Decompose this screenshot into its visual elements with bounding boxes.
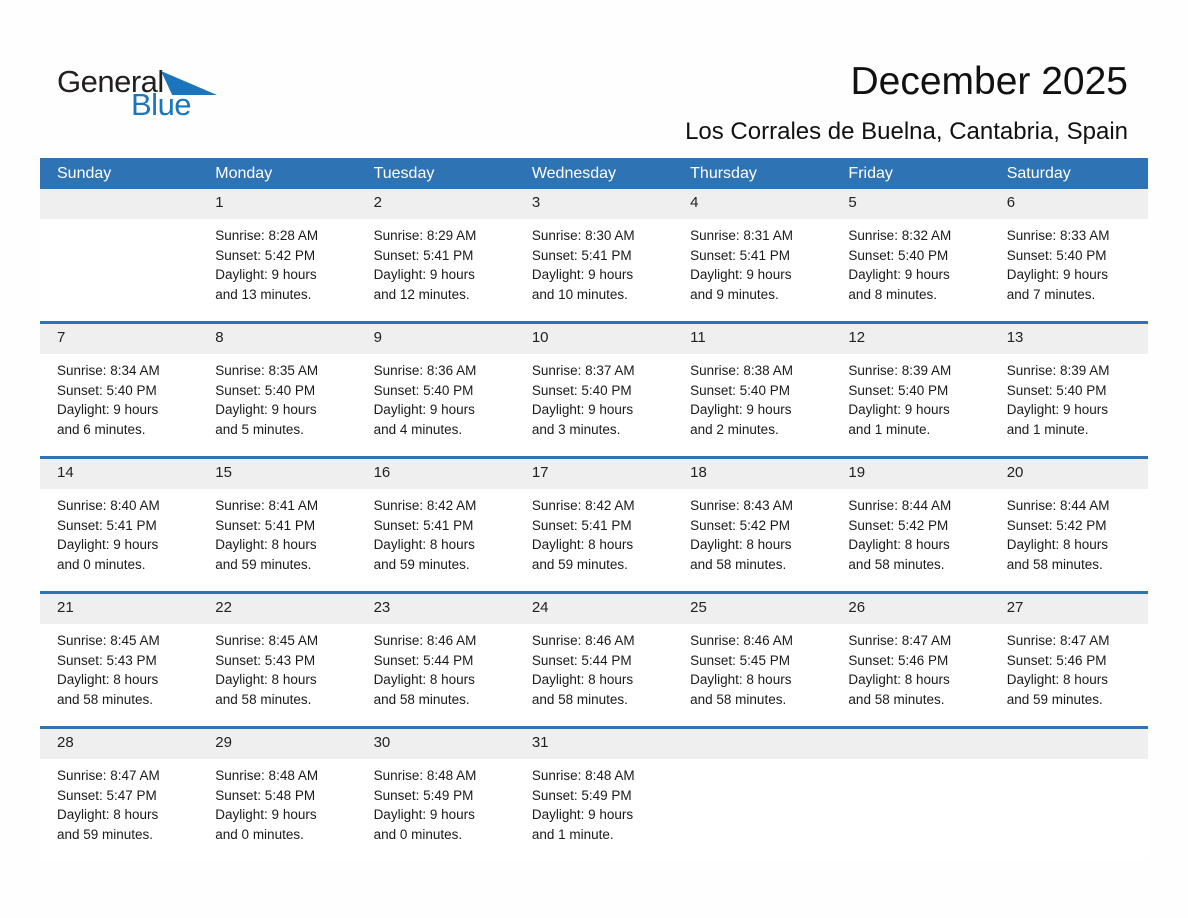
- day-cell: [515, 594, 673, 726]
- day-number-band: [831, 324, 989, 354]
- detail-line: Sunrise: 8:42 AM: [531, 498, 635, 513]
- day-number: 13: [1006, 329, 1024, 346]
- detail-line: and 58 minutes.: [690, 691, 787, 707]
- day-cell: [357, 189, 515, 321]
- detail-line: Daylight: 9 hours: [373, 267, 475, 282]
- day-cell: [515, 459, 673, 591]
- detail-line: Sunrise: 8:31 AM: [690, 228, 793, 243]
- day-cell: [515, 189, 673, 321]
- day-number-band: [673, 324, 831, 354]
- week-row: [40, 321, 1148, 456]
- detail-line: and 8 minutes.: [848, 286, 937, 302]
- day-number: 1: [215, 194, 224, 211]
- day-cell: [673, 189, 831, 321]
- day-number-band: [673, 594, 831, 624]
- page-title: December 2025: [850, 60, 1128, 103]
- day-number-band: [198, 459, 356, 489]
- day-number: 26: [848, 599, 866, 616]
- day-number: 5: [848, 194, 857, 211]
- day-details: [831, 354, 989, 439]
- detail-line: Sunset: 5:40 PM: [215, 382, 316, 398]
- detail-line: Sunset: 5:44 PM: [373, 652, 474, 668]
- detail-line: Daylight: 9 hours: [1006, 402, 1109, 417]
- detail-line: Sunrise: 8:30 AM: [531, 228, 635, 243]
- weekday-header-cell: Friday: [848, 164, 893, 182]
- day-details: [40, 759, 198, 844]
- day-cell: [673, 324, 831, 456]
- empty-day-cell: [831, 729, 989, 861]
- day-number: 10: [531, 329, 549, 346]
- day-number: 30: [373, 734, 391, 751]
- detail-line: and 59 minutes.: [1006, 691, 1103, 707]
- detail-line: Sunset: 5:46 PM: [1006, 652, 1107, 668]
- detail-line: and 0 minutes.: [215, 826, 304, 842]
- detail-line: Daylight: 9 hours: [215, 267, 317, 282]
- day-details: [198, 624, 356, 709]
- detail-line: and 7 minutes.: [1006, 286, 1096, 302]
- detail-line: Sunset: 5:42 PM: [690, 517, 790, 533]
- logo-text-blue: Blue: [131, 87, 192, 122]
- detail-line: Sunrise: 8:48 AM: [373, 768, 477, 783]
- day-details: [198, 354, 356, 439]
- detail-line: Daylight: 9 hours: [215, 807, 317, 822]
- day-number: 9: [373, 329, 382, 346]
- detail-line: Daylight: 9 hours: [531, 267, 634, 282]
- detail-line: Daylight: 9 hours: [1006, 267, 1109, 282]
- detail-line: and 4 minutes.: [373, 421, 463, 437]
- day-number: 24: [531, 599, 549, 616]
- day-cell: [831, 459, 989, 591]
- detail-line: Sunrise: 8:45 AM: [57, 633, 160, 648]
- day-cell: [40, 324, 198, 456]
- detail-line: Sunset: 5:42 PM: [848, 517, 949, 533]
- day-number-band: [357, 459, 515, 489]
- day-number-band: [198, 324, 356, 354]
- detail-line: Sunset: 5:40 PM: [1006, 382, 1107, 398]
- week-row: [40, 189, 1148, 321]
- day-number: 4: [690, 194, 699, 211]
- detail-line: Daylight: 8 hours: [1006, 537, 1109, 552]
- day-number-band: [673, 189, 831, 219]
- day-number: 15: [215, 464, 232, 481]
- detail-line: Sunrise: 8:32 AM: [848, 228, 952, 243]
- detail-line: Sunset: 5:49 PM: [531, 787, 632, 803]
- detail-line: Daylight: 8 hours: [531, 672, 634, 687]
- day-cell: [357, 729, 515, 861]
- day-number: 11: [690, 329, 706, 346]
- day-number: 14: [57, 464, 74, 481]
- day-details: [990, 219, 1148, 304]
- general-blue-logo: [57, 64, 287, 124]
- detail-line: Sunrise: 8:33 AM: [1006, 228, 1110, 243]
- day-details: [40, 489, 198, 574]
- detail-line: Sunset: 5:40 PM: [848, 382, 949, 398]
- day-details: [673, 624, 831, 709]
- detail-line: and 1 minute.: [531, 826, 614, 842]
- weekday-header-row: [40, 158, 1148, 189]
- day-number-band: [40, 324, 198, 354]
- day-cell: [198, 729, 356, 861]
- detail-line: and 5 minutes.: [215, 421, 304, 437]
- day-number-band: [990, 459, 1148, 489]
- day-cell: [831, 189, 989, 321]
- detail-line: and 58 minutes.: [215, 691, 312, 707]
- day-details: [515, 759, 673, 844]
- detail-line: Sunrise: 8:28 AM: [215, 228, 319, 243]
- detail-line: and 0 minutes.: [57, 556, 146, 572]
- day-number-band: [990, 594, 1148, 624]
- detail-line: Daylight: 8 hours: [848, 537, 950, 552]
- day-details: [673, 354, 831, 439]
- detail-line: Sunrise: 8:44 AM: [1006, 498, 1110, 513]
- day-details: [198, 759, 356, 844]
- day-number: 31: [531, 734, 549, 751]
- day-number-band: [198, 189, 356, 219]
- empty-day-cell: [40, 189, 198, 321]
- day-cell: [40, 594, 198, 726]
- detail-line: and 2 minutes.: [690, 421, 779, 437]
- day-number: 29: [215, 734, 232, 751]
- day-details: [831, 624, 989, 709]
- week-row: [40, 456, 1148, 591]
- day-number-band: [357, 594, 515, 624]
- day-number-band: [673, 459, 831, 489]
- detail-line: Daylight: 8 hours: [57, 807, 159, 822]
- detail-line: and 58 minutes.: [848, 691, 945, 707]
- day-cell: [831, 324, 989, 456]
- day-number: 7: [57, 329, 66, 346]
- detail-line: and 9 minutes.: [690, 286, 779, 302]
- detail-line: and 1 minute.: [848, 421, 931, 437]
- day-cell: [198, 594, 356, 726]
- day-number: 19: [848, 464, 866, 481]
- day-number: 8: [215, 329, 224, 346]
- detail-line: Sunrise: 8:36 AM: [373, 363, 477, 378]
- detail-line: Sunset: 5:42 PM: [215, 247, 316, 263]
- logo-text-general: General: [57, 64, 164, 99]
- day-cell: [198, 324, 356, 456]
- detail-line: Daylight: 9 hours: [57, 402, 159, 417]
- detail-line: Sunset: 5:44 PM: [531, 652, 632, 668]
- detail-line: Sunrise: 8:42 AM: [373, 498, 477, 513]
- day-details: [990, 624, 1148, 709]
- empty-day-cell: [673, 729, 831, 861]
- day-cell: [831, 594, 989, 726]
- detail-line: Daylight: 8 hours: [1006, 672, 1109, 687]
- detail-line: Sunset: 5:41 PM: [531, 247, 632, 263]
- day-details: [357, 219, 515, 304]
- day-number: 12: [848, 329, 866, 346]
- day-number-band: [357, 729, 515, 759]
- detail-line: Daylight: 8 hours: [373, 672, 475, 687]
- detail-line: Sunset: 5:41 PM: [373, 247, 474, 263]
- detail-line: Daylight: 9 hours: [373, 807, 475, 822]
- day-number-band: [357, 324, 515, 354]
- day-number-band: [515, 459, 673, 489]
- detail-line: and 0 minutes.: [373, 826, 463, 842]
- day-number-band: [40, 459, 198, 489]
- day-cell: [515, 324, 673, 456]
- detail-line: Sunset: 5:47 PM: [57, 787, 157, 803]
- detail-line: Daylight: 9 hours: [690, 402, 792, 417]
- day-number-band: [357, 189, 515, 219]
- detail-line: and 59 minutes.: [373, 556, 470, 572]
- day-details: [831, 489, 989, 574]
- detail-line: Sunrise: 8:47 AM: [848, 633, 952, 648]
- detail-line: and 58 minutes.: [848, 556, 945, 572]
- day-details: [831, 219, 989, 304]
- day-number-band: [515, 729, 673, 759]
- detail-line: and 13 minutes.: [215, 286, 312, 302]
- day-cell: [673, 459, 831, 591]
- detail-line: Sunset: 5:41 PM: [57, 517, 157, 533]
- day-number-band: [515, 324, 673, 354]
- day-number-band: [831, 459, 989, 489]
- detail-line: Sunset: 5:41 PM: [690, 247, 790, 263]
- day-cell: [673, 594, 831, 726]
- detail-line: and 3 minutes.: [531, 421, 621, 437]
- detail-line: Sunset: 5:42 PM: [1006, 517, 1107, 533]
- detail-line: Sunset: 5:40 PM: [531, 382, 632, 398]
- detail-line: and 6 minutes.: [57, 421, 146, 437]
- detail-line: Daylight: 8 hours: [215, 672, 317, 687]
- detail-line: Daylight: 9 hours: [531, 402, 634, 417]
- day-cell: [990, 324, 1148, 456]
- detail-line: Sunset: 5:40 PM: [373, 382, 474, 398]
- detail-line: and 58 minutes.: [531, 691, 628, 707]
- day-cell: [357, 594, 515, 726]
- day-details: [357, 759, 515, 844]
- detail-line: Sunrise: 8:40 AM: [57, 498, 160, 513]
- detail-line: and 58 minutes.: [1006, 556, 1103, 572]
- day-number-band: [515, 189, 673, 219]
- detail-line: and 1 minute.: [1006, 421, 1089, 437]
- day-number: 25: [690, 599, 707, 616]
- detail-line: and 59 minutes.: [531, 556, 628, 572]
- day-number: 23: [373, 599, 391, 616]
- day-number-band: [990, 324, 1148, 354]
- day-cell: [198, 189, 356, 321]
- detail-line: Daylight: 9 hours: [690, 267, 792, 282]
- weekday-header-cell: Saturday: [1006, 164, 1071, 182]
- day-number-band: [40, 594, 198, 624]
- day-number-band: [831, 594, 989, 624]
- day-number-band: [198, 594, 356, 624]
- detail-line: Sunset: 5:40 PM: [848, 247, 949, 263]
- detail-line: Sunrise: 8:48 AM: [215, 768, 319, 783]
- detail-line: Sunrise: 8:35 AM: [215, 363, 319, 378]
- detail-line: Sunrise: 8:48 AM: [531, 768, 635, 783]
- day-number: 21: [57, 599, 74, 616]
- location-subtitle: Los Corrales de Buelna, Cantabria, Spain: [685, 118, 1128, 145]
- day-number-band: [990, 189, 1148, 219]
- day-number: 6: [1006, 194, 1016, 211]
- day-details: [990, 489, 1148, 574]
- day-cell: [40, 729, 198, 861]
- detail-line: Daylight: 8 hours: [690, 537, 792, 552]
- day-details: [40, 624, 198, 709]
- detail-line: Sunrise: 8:45 AM: [215, 633, 319, 648]
- day-number: 3: [531, 194, 541, 211]
- day-details: [673, 219, 831, 304]
- day-details: [515, 354, 673, 439]
- day-number: 28: [57, 734, 74, 751]
- detail-line: Sunset: 5:43 PM: [57, 652, 157, 668]
- day-cell: [990, 594, 1148, 726]
- detail-line: Sunrise: 8:46 AM: [531, 633, 635, 648]
- detail-line: Sunset: 5:46 PM: [848, 652, 949, 668]
- detail-line: Sunrise: 8:39 AM: [848, 363, 952, 378]
- detail-line: Sunset: 5:41 PM: [531, 517, 632, 533]
- day-number-band: [40, 189, 198, 219]
- detail-line: Daylight: 9 hours: [531, 807, 634, 822]
- detail-line: Daylight: 9 hours: [373, 402, 475, 417]
- day-cell: [357, 324, 515, 456]
- day-details: [198, 219, 356, 304]
- day-number-band: [40, 729, 198, 759]
- detail-line: Sunrise: 8:41 AM: [215, 498, 319, 513]
- day-number: 27: [1006, 599, 1024, 616]
- detail-line: Sunset: 5:41 PM: [373, 517, 474, 533]
- detail-line: Sunrise: 8:46 AM: [690, 633, 793, 648]
- day-cell: [990, 189, 1148, 321]
- calendar-table: [40, 158, 1148, 861]
- detail-line: Sunset: 5:49 PM: [373, 787, 474, 803]
- detail-line: Sunset: 5:40 PM: [57, 382, 157, 398]
- detail-line: Sunrise: 8:38 AM: [690, 363, 793, 378]
- week-row: [40, 726, 1148, 861]
- detail-line: Sunset: 5:48 PM: [215, 787, 316, 803]
- detail-line: Daylight: 8 hours: [531, 537, 634, 552]
- detail-line: Sunrise: 8:37 AM: [531, 363, 635, 378]
- day-number: 16: [373, 464, 391, 481]
- day-cell: [515, 729, 673, 861]
- day-cell: [198, 459, 356, 591]
- detail-line: Daylight: 8 hours: [690, 672, 792, 687]
- day-details: [515, 219, 673, 304]
- day-number-band: [831, 729, 989, 759]
- detail-line: and 58 minutes.: [690, 556, 787, 572]
- day-number-band: [515, 594, 673, 624]
- detail-line: Sunset: 5:40 PM: [1006, 247, 1107, 263]
- detail-line: Sunset: 5:45 PM: [690, 652, 790, 668]
- weekday-header-cell: Tuesday: [373, 164, 435, 182]
- detail-line: and 10 minutes.: [531, 286, 628, 302]
- detail-line: Daylight: 8 hours: [215, 537, 317, 552]
- detail-line: and 12 minutes.: [373, 286, 470, 302]
- day-details: [673, 489, 831, 574]
- day-details: [357, 624, 515, 709]
- day-cell: [357, 459, 515, 591]
- week-row: [40, 591, 1148, 726]
- detail-line: and 59 minutes.: [215, 556, 312, 572]
- day-number: 20: [1006, 464, 1024, 481]
- detail-line: Sunset: 5:40 PM: [690, 382, 790, 398]
- detail-line: and 59 minutes.: [57, 826, 154, 842]
- detail-line: Sunrise: 8:43 AM: [690, 498, 793, 513]
- day-details: [357, 354, 515, 439]
- day-cell: [990, 459, 1148, 591]
- day-details: [40, 354, 198, 439]
- detail-line: Daylight: 8 hours: [373, 537, 475, 552]
- detail-line: Sunrise: 8:44 AM: [848, 498, 952, 513]
- day-number: 22: [215, 599, 232, 616]
- detail-line: and 58 minutes.: [57, 691, 154, 707]
- weekday-header-cell: Thursday: [690, 164, 757, 182]
- detail-line: Sunrise: 8:47 AM: [1006, 633, 1110, 648]
- day-details: [515, 624, 673, 709]
- weekday-header-cell: Wednesday: [531, 164, 617, 182]
- day-number-band: [831, 189, 989, 219]
- day-details: [515, 489, 673, 574]
- detail-line: Sunrise: 8:39 AM: [1006, 363, 1110, 378]
- day-number: 18: [690, 464, 707, 481]
- detail-line: Sunrise: 8:34 AM: [57, 363, 160, 378]
- day-details: [198, 489, 356, 574]
- detail-line: and 58 minutes.: [373, 691, 470, 707]
- detail-line: Sunrise: 8:47 AM: [57, 768, 160, 783]
- day-number-band: [673, 729, 831, 759]
- day-details: [990, 354, 1148, 439]
- detail-line: Sunrise: 8:46 AM: [373, 633, 477, 648]
- detail-line: Daylight: 9 hours: [848, 267, 950, 282]
- calendar-grid: [40, 189, 1148, 861]
- detail-line: Sunset: 5:43 PM: [215, 652, 316, 668]
- empty-day-cell: [990, 729, 1148, 861]
- day-number: 17: [531, 464, 549, 481]
- detail-line: Sunset: 5:41 PM: [215, 517, 316, 533]
- detail-line: Daylight: 9 hours: [848, 402, 950, 417]
- day-details: [357, 489, 515, 574]
- detail-line: Daylight: 8 hours: [57, 672, 159, 687]
- day-number-band: [990, 729, 1148, 759]
- detail-line: Daylight: 8 hours: [848, 672, 950, 687]
- detail-line: Daylight: 9 hours: [215, 402, 317, 417]
- day-number-band: [198, 729, 356, 759]
- weekday-header-cell: Monday: [215, 164, 273, 182]
- day-number: 2: [373, 194, 382, 211]
- detail-line: Daylight: 9 hours: [57, 537, 159, 552]
- weekday-header-cell: Sunday: [57, 164, 112, 182]
- detail-line: Sunrise: 8:29 AM: [373, 228, 477, 243]
- day-cell: [40, 459, 198, 591]
